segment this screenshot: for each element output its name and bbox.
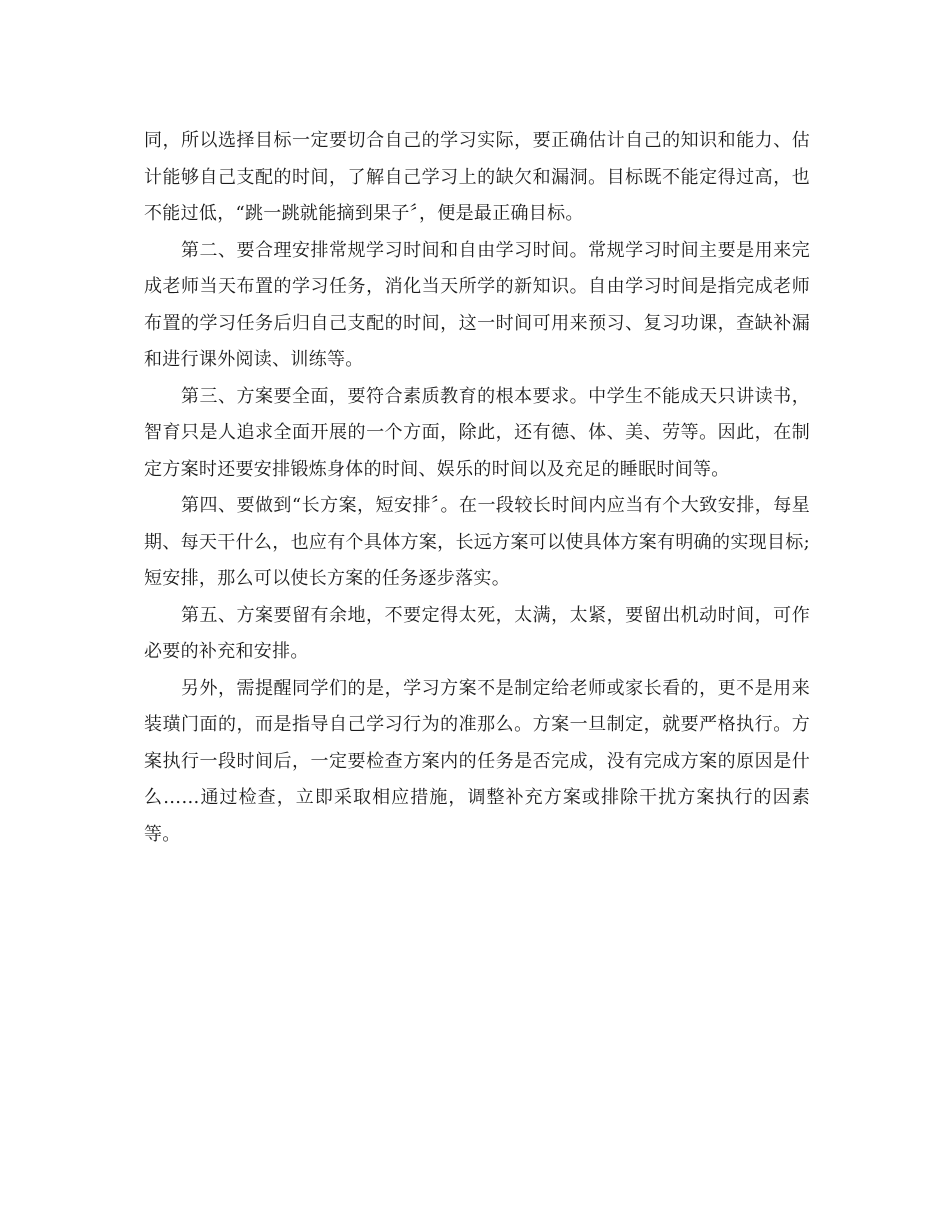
paragraph-goal-continuation: 同，所以选择目标一定要切合自己的学习实际，要正确估计自己的知识和能力、估计能够自己支配的时间，了解自己学习上的缺欠和漏洞。目标既不能定得过高，也不能过低，“跳一跳就能摘到果子〞，便是最正确目标。 [144, 130, 810, 224]
paragraph-additional-note: 另外，需提醒同学们的是，学习方案不是制定给老师或家长看的，更不是用来装璜门面的，而是指导自己学习行为的准那么。方案一旦制定，就要严格执行。方案执行一段时间后，一定要检查方案内的任务是否完成，没有完成方案的原因是什么……通过检查，立即采取相应措施，调整补充方案或排除干扰方案执行的因素等。 [144, 677, 810, 845]
paragraph-fourth-point: 第四、要做到“长方案，短安排〞。在一段较长时间内应当有个大致安排，每星期、每天干什么，也应有个具体方案，长远方案可以使具体方案有明确的实现目标;短安排，那么可以使长方案的任务逐步落实。 [144, 495, 810, 589]
paragraph-third-point: 第三、方案要全面，要符合素质教育的根本要求。中学生不能成天只讲读书，智育只是人追求全面开展的一个方面，除此，还有德、体、美、劳等。因此，在制定方案时还要安排锻炼身体的时间、娱乐的时间以及充足的睡眠时间等。 [144, 385, 810, 480]
paragraph-fifth-point: 第五、方案要留有余地，不要定得太死，太满，太紧，要留出机动时间，可作必要的补充和安排。 [144, 604, 810, 662]
paragraph-second-point: 第二、要合理安排常规学习时间和自由学习时间。常规学习时间主要是用来完成老师当天布置的学习任务，消化当天所学的新知识。自由学习时间是指完成老师布置的学习任务后归自己支配的时间，这一时间可用来预习、复习功课，查缺补漏和进行课外阅读、训练等。 [144, 239, 810, 370]
document-body [144, 123, 810, 853]
